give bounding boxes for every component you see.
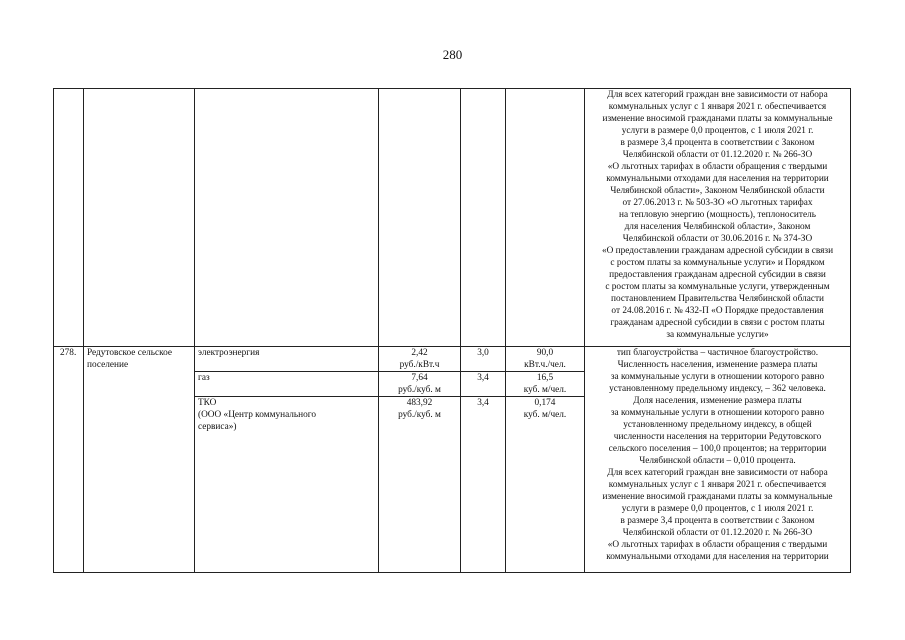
note-line: на тепловую энергию (мощность), теплоноситель (619, 210, 816, 220)
cell-norm (506, 89, 585, 347)
page-number: 280 (442, 47, 463, 62)
table-row (54, 347, 851, 372)
note-line: установленному предельному индексу, в общей (623, 420, 812, 430)
note-line: «О предоставлении гражданам адресной субсидии в связи (601, 246, 834, 256)
note-line: коммунальных услуг с 1 января 2021 г. обеспечивается (608, 102, 827, 112)
norm-value: 16,5 куб. м/чел. (506, 372, 585, 397)
note-line: сельского поселения – 100,0 процентов; на территории (608, 444, 827, 454)
note-line: гражданам адресной субсидии в связи с ростом платы (610, 318, 825, 328)
note-line: Челябинской области от 01.12.2020 г. № 266-ЗО (622, 528, 813, 538)
tariff-value: 2,42 руб./кВт.ч (379, 347, 461, 372)
service-name: электроэнергия (195, 347, 379, 372)
note-line: Численность населения, изменение размера платы (617, 360, 818, 370)
note-line: Челябинской области от 30.06.2016 г. № 374-ЗО (622, 234, 813, 244)
note-line: от 24.08.2016 г. № 432-П «О Порядке предоставления (611, 306, 824, 316)
note-line: численности населения на территории Редутовского (613, 432, 822, 442)
service-name: газ (195, 372, 379, 397)
note-line: за коммунальные услуги в отношении которого равно (610, 408, 825, 418)
note-line: Доля населения, изменение размера платы (633, 396, 802, 406)
note-line: услуги в размере 0,0 процентов, с 1 июля 2021 г. (621, 504, 814, 514)
note-line: Челябинской области – 0,010 процента. (639, 456, 796, 466)
service-name: ТКО (ООО «Центр коммунального сервиса») (195, 397, 379, 573)
note-line: услуги в размере 0,0 процентов, с 1 июля 2021 г. (621, 126, 814, 136)
note-line: за коммунальные услуги» (666, 330, 769, 340)
note-line: для населения Челябинской области», Законом (624, 222, 811, 232)
note-line: коммунальных услуг с 1 января 2021 г. обеспечивается (608, 480, 827, 490)
norm-value: 0,174 куб. м/чел. (506, 397, 585, 573)
note-line: коммунальными отходами для населения на территории (606, 552, 829, 562)
tariff-table (53, 88, 851, 573)
note-line: за коммунальные услуги в отношении которого равно (610, 372, 825, 382)
note-line: «О льготных тарифах в области обращения с твердыми (607, 162, 828, 172)
note-line: в размере 3,4 процента в соответствии с Законом (620, 138, 815, 148)
row-note (585, 347, 851, 573)
tariff-value: 483,92 руб./куб. м (379, 397, 461, 573)
cell-tariff (379, 89, 461, 347)
norm-value: 90,0 кВт.ч./чел. (506, 347, 585, 372)
cell-number (54, 89, 84, 347)
cell-note (585, 89, 851, 347)
note-line: изменение вносимой гражданами платы за коммунальные (602, 492, 833, 502)
note-line: Для всех категорий граждан вне зависимости от набора (607, 90, 828, 100)
note-line: от 27.06.2013 г. № 503-ЗО «О льготных тарифах (622, 198, 813, 208)
note-line: с ростом платы за коммунальные услуги» и Порядком (610, 258, 825, 268)
note-line: Для всех категорий граждан вне зависимости от набора (607, 468, 828, 478)
tariff-value: 7,64 руб./куб. м (379, 372, 461, 397)
note-line: в размере 3,4 процента в соответствии с Законом (620, 516, 815, 526)
note-line: постановлением Правительства Челябинской области (610, 294, 824, 304)
note-line: тип благоустройства – частичное благоустройство. (616, 348, 819, 358)
note-line: Челябинской области», Законом Челябинской области (610, 186, 825, 196)
note-line: установленному предельному индексу, – 362 человека. (609, 384, 826, 394)
note-line: коммунальными отходами для населения на территории (606, 174, 829, 184)
note-line: предоставления гражданам адресной субсидии в связи (609, 270, 826, 280)
row-number: 278. (54, 347, 84, 573)
note-line: Челябинской области от 01.12.2020 г. № 266-ЗО (622, 150, 813, 160)
note-line: с ростом платы за коммунальные услуги, утвержденным (605, 282, 830, 292)
index-value: 3,4 (461, 397, 506, 573)
note-line: «О льготных тарифах в области обращения с твердыми (607, 540, 828, 550)
note-line: изменение вносимой гражданами платы за коммунальные (602, 114, 833, 124)
settlement-name: Редутовское сельское поселение (84, 347, 195, 573)
index-value: 3,0 (461, 347, 506, 372)
cell-settlement (84, 89, 195, 347)
cell-service (195, 89, 379, 347)
table-row-continuation (54, 89, 851, 347)
cell-index (461, 89, 506, 347)
index-value: 3,4 (461, 372, 506, 397)
